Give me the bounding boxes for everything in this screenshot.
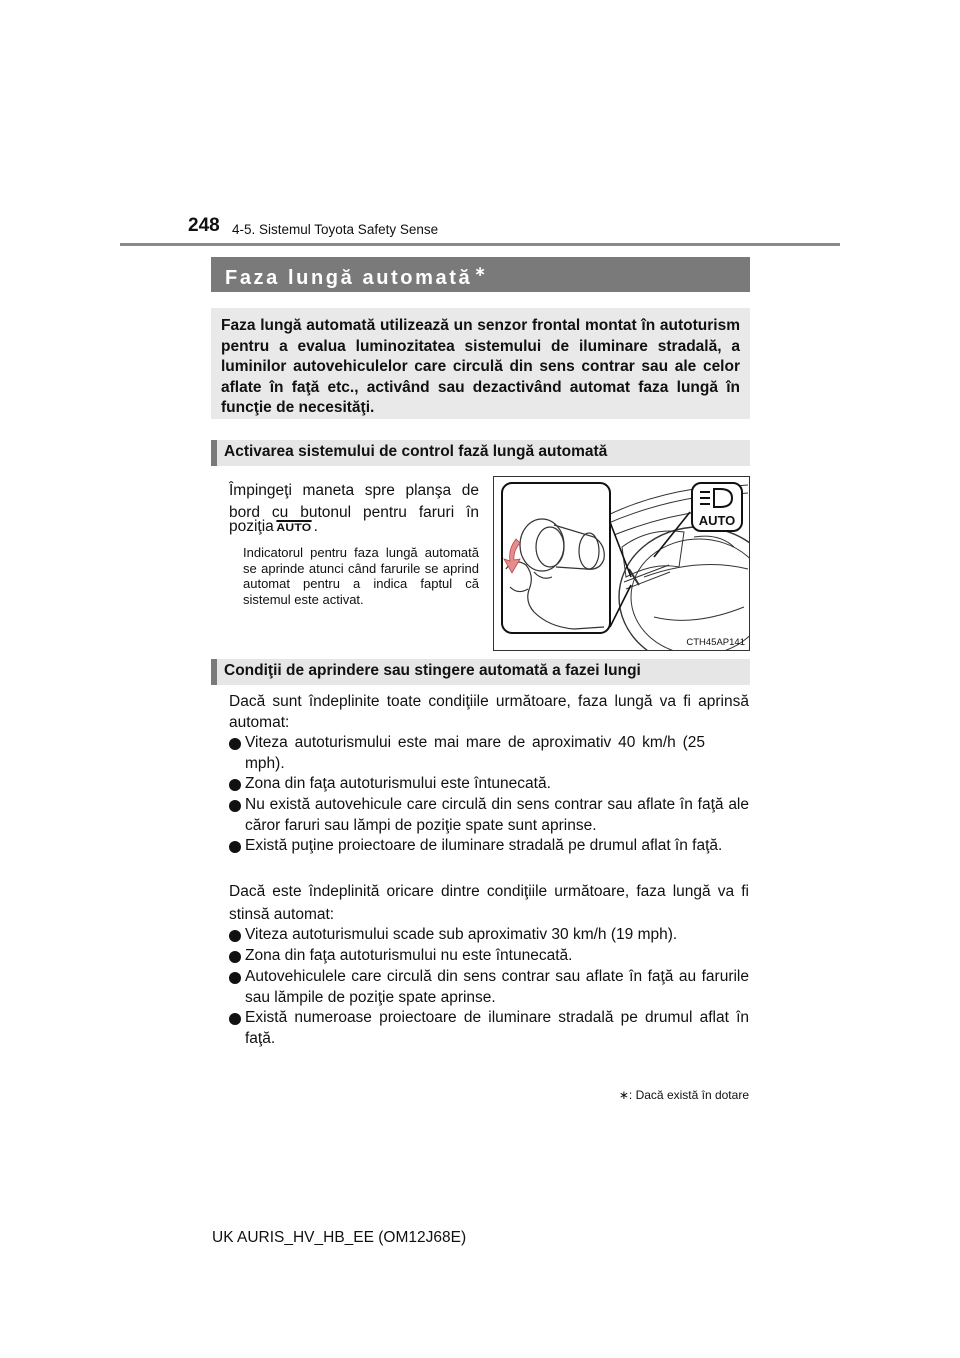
intro-text: Faza lungă automată utilizează un senzor frontal montat în autoturism pentru a evalua luminozitatea sistemului de iluminare stradală, a luminilor autovehiculelor care circulă din sens contrar sau ale celor aflate în faţă etc., activând sau dezactivând automat faza lungă în funcţie de necesităţi. — [221, 317, 740, 416]
figure-headlight-lever — [493, 476, 750, 651]
bullet-icon — [229, 1013, 241, 1025]
subheading-conditions: Condiţii de aprindere sau stingere automată a fazei lungi — [211, 659, 750, 685]
title-footnote-marker: ∗ — [474, 263, 486, 279]
bullet-icon — [229, 779, 241, 791]
bullet-icon — [229, 738, 241, 750]
activation-line-1: Împingeţi maneta spre planşa de — [229, 482, 479, 499]
activation-line-2: bord cu butonul pentru faruri în — [229, 504, 479, 521]
auto-symbol: AUTO — [276, 522, 312, 534]
page-number: 248 — [188, 215, 220, 236]
intro-box — [211, 308, 750, 419]
off-conditions-intro: Dacă este îndeplinită oricare dintre condiţiile următoare, faza lungă va fi stinsă automat: — [229, 883, 749, 923]
header-rule — [120, 243, 840, 246]
on-condition-1: Viteza autoturismului este mai mare de aproximativ 40 km/h (25 mph). — [245, 734, 705, 772]
lever-illustration — [494, 477, 749, 650]
indicator-note: Indicatorul pentru faza lungă automată se aprinde atunci când farurile se aprind automat pentru a indica faptul că sistemul este activat. — [243, 545, 479, 607]
section-title-text: Faza lungă automată — [225, 267, 473, 289]
activation-line-3 — [229, 515, 479, 538]
footnote-text: : Dacă există în dotare — [628, 1088, 749, 1102]
figure-auto-label: AUTO — [698, 513, 736, 528]
on-condition-2: Zona din faţa autoturismului este întunecată. — [245, 775, 551, 792]
off-condition-3: Autovehiculele care circulă din sens contrar sau aflate în faţă au farurile sau lămpile de poziţie spate aprinse. — [245, 968, 749, 1006]
on-condition-4: Există puţine proiectoare de iluminare stradală pe drumul aflat în faţă. — [245, 837, 723, 854]
activation-line-3-prefix: poziţia — [229, 518, 274, 535]
section-title — [225, 263, 486, 290]
bullet-icon — [229, 972, 241, 984]
bullet-icon — [229, 951, 241, 963]
bullet-icon — [229, 930, 241, 942]
figure-code: CTH45AP141 — [686, 637, 745, 648]
activation-line-3-suffix: . — [313, 518, 318, 535]
off-condition-4: Există numeroase proiectoare de iluminare stradală pe drumul aflat în faţă. — [245, 1009, 749, 1047]
on-conditions-intro: Dacă sunt îndeplinite toate condiţiile următoare, faza lungă va fi aprinsă automat: — [229, 693, 749, 731]
footnote — [619, 1088, 749, 1102]
footer-model-code: UK AURIS_HV_HB_EE (OM12J68E) — [212, 1229, 467, 1246]
bullet-icon — [229, 841, 241, 853]
off-condition-2: Zona din faţa autoturismului nu este întunecată. — [245, 947, 573, 964]
bullet-icon — [229, 800, 241, 812]
chapter-title: 4-5. Sistemul Toyota Safety Sense — [232, 222, 439, 237]
subheading-activation: Activarea sistemului de control fază lungă automată — [211, 440, 750, 466]
on-condition-3: Nu există autovehicule care circulă din sens contrar sau aflate în faţă ale căror faruri sau lămpi de poziţie spate sunt aprinse. — [245, 796, 749, 834]
off-condition-1: Viteza autoturismului scade sub aproximativ 30 km/h (19 mph). — [245, 926, 678, 943]
section-title-bar — [211, 257, 750, 292]
footnote-marker: ∗ — [618, 1088, 629, 1102]
